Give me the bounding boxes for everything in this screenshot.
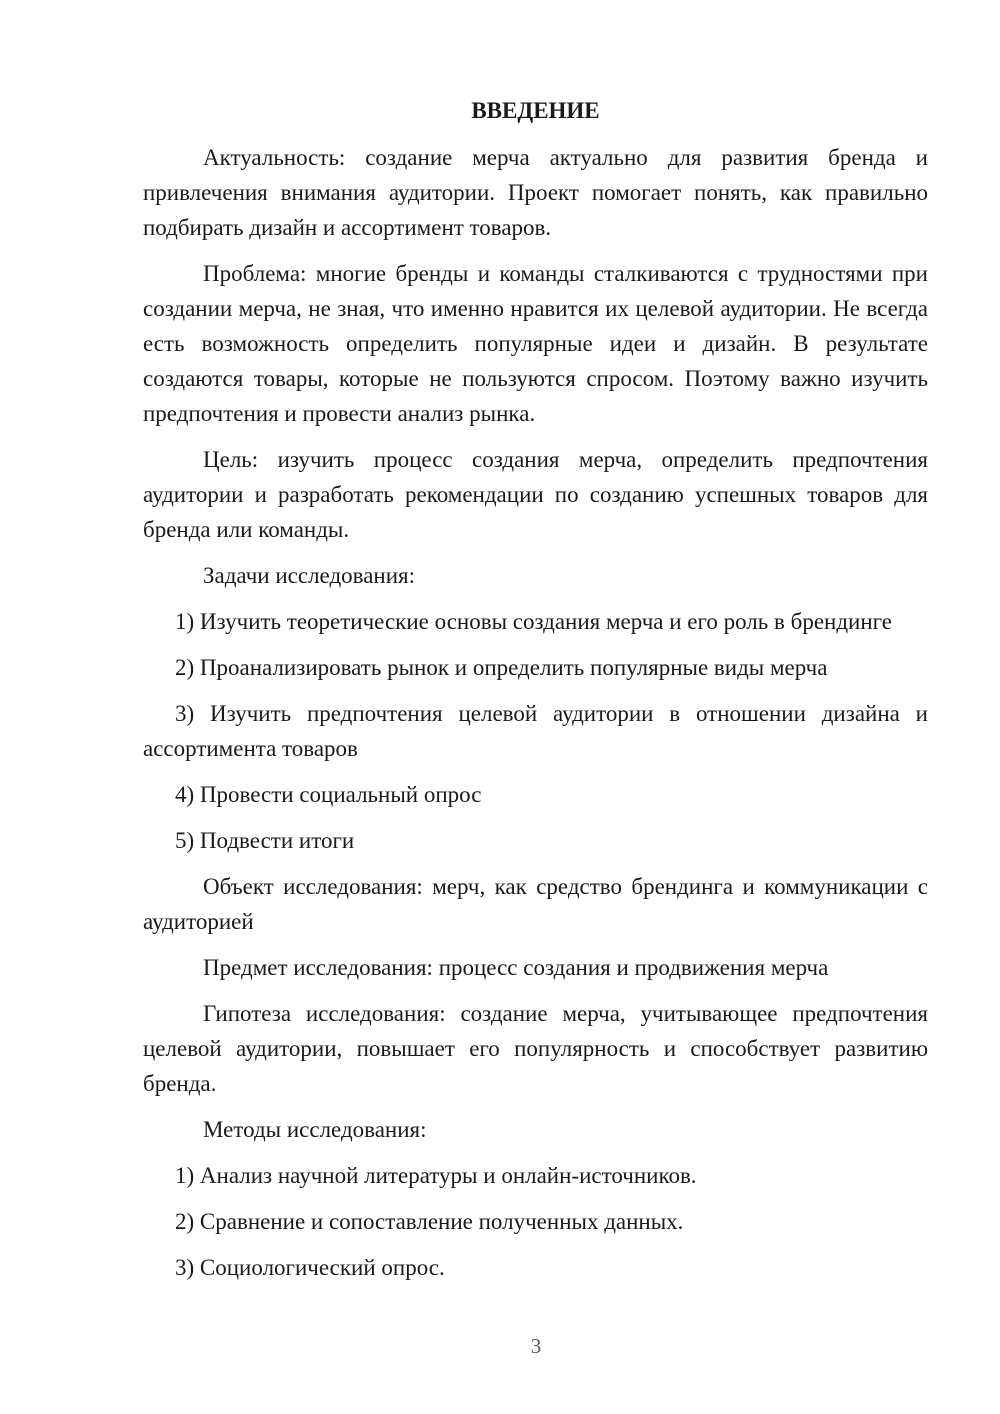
object-paragraph: Объект исследования: мерч, как средство брендинга и коммуникации с аудиторией [143,874,928,934]
hypothesis-paragraph: Гипотеза исследования: создание мерча, учитывающее предпочтения целевой аудитории, повышает его популярность и способствует развитию бренда. [143,1001,928,1096]
page-number: 3 [530,1334,542,1358]
problem-paragraph: Проблема: многие бренды и команды сталкиваются с трудностями при создании мерча, не зная, что именно нравится их целевой аудитории. Не всегда есть возможность определить популярные идеи и дизайн. В результате создаются товары, которые не пользуются спросом. Поэтому важно изучить предпочтения и провести анализ рынка. [143,261,928,426]
task-item-2: 2) Проанализировать рынок и определить популярные виды мерча [175,655,828,680]
section-title: ВВЕДЕНИЕ [471,98,600,123]
document-page [143,94,928,1296]
goal-paragraph: Цель: изучить процесс создания мерча, определить предпочтения аудитории и разработать рекомендации по созданию успешных товаров для бренда или команды. [143,447,928,542]
method-item-3: 3) Социологический опрос. [175,1255,445,1280]
methods-heading: Методы исследования: [203,1117,427,1142]
task-item-4: 4) Провести социальный опрос [175,782,482,807]
task-item-1: 1) Изучить теоретические основы создания мерча и его роль в брендинге [175,609,892,634]
method-item-1: 1) Анализ научной литературы и онлайн-источников. [175,1163,697,1188]
tasks-heading: Задачи исследования: [203,563,416,588]
method-item-2: 2) Сравнение и сопоставление полученных данных. [175,1209,684,1234]
subject-paragraph: Предмет исследования: процесс создания и продвижения мерча [203,955,829,980]
task-item-5: 5) Подвести итоги [175,828,355,853]
task-item-3: 3) Изучить предпочтения целевой аудитории в отношении дизайна и ассортимента товаров [143,701,928,761]
relevance-paragraph: Актуальность: создание мерча актуально для развития бренда и привлечения внимания аудитории. Проект помогает понять, как правильно подбирать дизайн и ассортимент товаров. [143,145,928,240]
